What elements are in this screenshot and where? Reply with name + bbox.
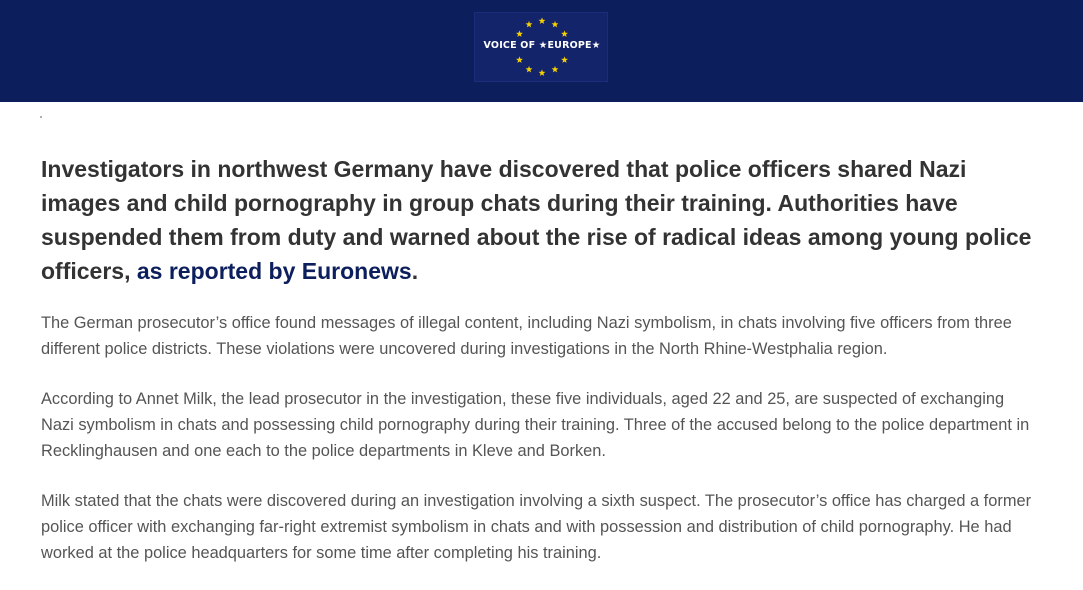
article-body bbox=[41, 152, 1041, 590]
divider-dot bbox=[40, 116, 42, 118]
source-link[interactable]: as reported by Euronews bbox=[136, 258, 412, 284]
logo-star bbox=[516, 30, 523, 37]
logo-star bbox=[561, 30, 568, 37]
lead-end: . bbox=[411, 258, 419, 284]
lead-text: Investigators in northwest Germany have discovered that police officers shared Nazi images and child pornography in group chats during their training. Authorities have suspended them from duty and warned about the rise of radical ideas among young police officers, bbox=[41, 156, 1032, 284]
article-lead bbox=[41, 152, 1041, 288]
logo-star bbox=[539, 17, 546, 24]
logo-star bbox=[516, 56, 523, 63]
logo-star bbox=[526, 66, 533, 73]
logo-star bbox=[539, 69, 546, 76]
site-logo[interactable] bbox=[474, 12, 608, 82]
logo-star bbox=[561, 56, 568, 63]
article-paragraph: Milk stated that the chats were discovered during an investigation involving a sixth suspect. The prosecutor’s office has charged a former police officer with exchanging far-right extremist symbolism in chats and with possession and distribution of child pornography. He had worked at the police headquarters for some time after completing his training. bbox=[41, 492, 1032, 562]
logo-star bbox=[552, 21, 559, 28]
logo-star bbox=[526, 21, 533, 28]
site-header bbox=[0, 0, 1083, 102]
article-paragraph: According to Annet Milk, the lead prosecutor in the investigation, these five individuals, aged 22 and 25, are suspected of exchanging Nazi symbolism in chats and possessing child pornography during their training. Three of the accused belong to the police department in Recklinghausen and one each to the police departments in Kleve and Borken. bbox=[41, 390, 1030, 460]
article-paragraph: The German prosecutor’s office found messages of illegal content, including Nazi symbolism, in chats involving five officers from three different police districts. These violations were uncovered during investigations in the North Rhine-Westphalia region. bbox=[41, 314, 1012, 358]
logo-star bbox=[552, 66, 559, 73]
logo-text: VOICE OF ★EUROPE★ bbox=[483, 40, 601, 51]
